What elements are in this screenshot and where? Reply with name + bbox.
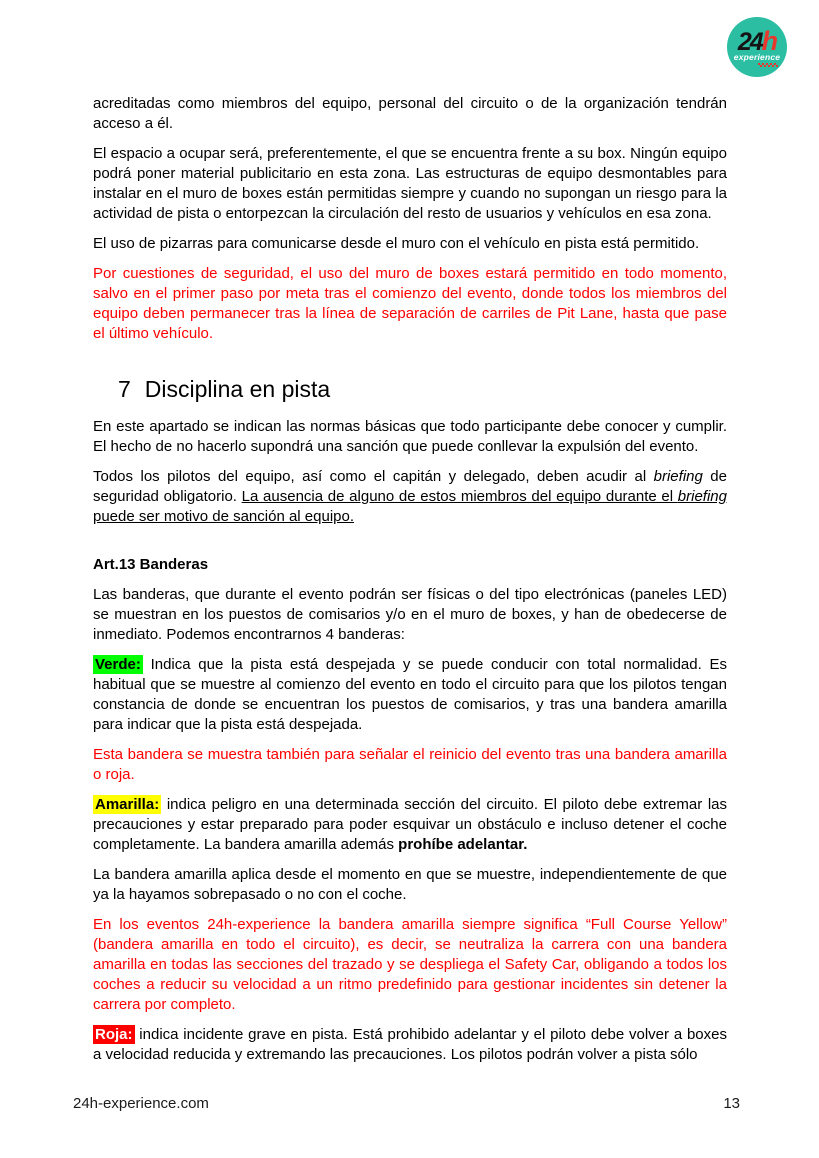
paragraph-text: Todos los pilotos del equipo, así como el capitán y delegado, deben acudir al (93, 468, 654, 485)
paragraph-continuation: acreditadas como miembros del equipo, personal del circuito o de la organización tendrán acceso a él. (93, 95, 727, 132)
warning-paragraph-reinicio: Esta bandera se muestra también para señalar el reinicio del evento tras una bandera amarilla o roja. (93, 746, 727, 783)
paragraph-banderas-intro: Las banderas, que durante el evento podrán ser físicas o del tipo electrónicas (paneles LED) se muestran en los puestos de comisarios y/o en el muro de boxes, y han de obedecerse de inmediato. Podemos encontrarnos 4 banderas: (93, 586, 727, 643)
warning-paragraph-muro-boxes: Por cuestiones de seguridad, el uso del muro de boxes estará permitido en todo momento, salvo en el primer paso por meta tras el comienzo del evento, donde todos los miembros del equipo deben permanecer tras la línea de separación de carriles de Pit Lane, hasta que pase el último vehículo. (93, 265, 727, 342)
logo-24h-experience (727, 17, 787, 77)
section-number: 7 (118, 376, 131, 402)
footer-site-url: 24h-experience.com (73, 1095, 209, 1112)
paragraph-pit-wall-space: El espacio a ocupar será, preferentemente, el que se encuentra frente a su box. Ningún equipo podrá poner material publicitario en esta zona. Las estructuras de equipo desmontables para instalar en el muro de boxes están permitidas siempre y cuando no supongan un riesgo para la actividad de pista o entorpezcan la circulación del resto de usuarios y vehículos en esa zona. (93, 145, 727, 222)
logo-subtitle: experience (733, 52, 781, 62)
article-heading-banderas: Art.13 Banderas (93, 556, 209, 573)
logo-letter-h: h (761, 26, 777, 56)
underlined-text: La ausencia de alguno de estos miembros del equipo durante el (241, 488, 678, 505)
paragraph-amarilla-aplica: La bandera amarilla aplica desde el momento en que se muestre, independientemente de que ya la hayamos sobrepasado o no con el coche. (93, 866, 727, 903)
footer-page-number: 13 (723, 1095, 740, 1112)
underlined-text: puede ser motivo de sanción al equipo. (93, 508, 355, 525)
paragraph-text: indica peligro en una determinada sección del circuito. El piloto debe extremar las precauciones y estar preparado para poder esquivar un obstáculo e incluso detener el coche completamente. La bandera amarilla además (93, 796, 727, 853)
paragraph-text: de seguridad obligatorio. (93, 468, 727, 505)
logo-number: 24 (737, 28, 762, 56)
warning-paragraph-full-course-yellow: En los eventos 24h-experience la bandera amarilla siempre significa “Full Course Yellow” (bandera amarilla en todo el circuito), es decir, se neutraliza la carrera con una bandera amarilla en todas las secciones del trazado y se despliega el Safety Car, obligando a todos los coches a reducir su velocidad a un ritmo predefinido para gestionar incidentes sin detener la carrera por completo. (93, 916, 727, 1013)
paragraph-text: Indica que la pista está despejada y se puede conducir con total normalidad. Es habitual que se muestre al comienzo del evento en todo el circuito para que los pilotos tengan constancia de donde se encuentran los puestos de comisarios, y tras una bandera amarilla para indicar que la pista está despejada. (93, 656, 727, 733)
paragraph-normas-basicas: En este apartado se indican las normas básicas que todo participante debe conocer y cumplir. El hecho de no hacerlo supondrá una sanción que puede conllevar la expulsión del evento. (93, 418, 727, 455)
paragraph-pizarras: El uso de pizarras para comunicarse desde el muro con el vehículo en pista está permitido. (93, 235, 700, 252)
page-footer (73, 1095, 740, 1112)
paragraph-text: indica incidente grave en pista. Está prohibido adelantar y el piloto debe volver a boxes a velocidad reducida y extremando las precauciones. Los pilotos podrán volver a pista sólo (93, 1026, 727, 1063)
paragraph-briefing (93, 467, 727, 527)
flag-paragraph-amarilla (93, 795, 727, 855)
italic-term-briefing: briefing (653, 468, 703, 485)
green-flag-label: Verde: (95, 656, 141, 673)
yellow-flag-label: Amarilla: (95, 796, 160, 813)
bold-phrase-prohibe-adelantar: prohíbe adelantar. (398, 836, 528, 853)
logo-wordmark (737, 26, 777, 56)
checkered-flag-icon (758, 63, 778, 67)
red-flag-label: Roja: (95, 1026, 133, 1043)
flag-paragraph-verde (93, 655, 727, 735)
document-content (93, 94, 727, 1075)
italic-term-briefing: briefing (677, 488, 727, 505)
flag-paragraph-roja (93, 1025, 727, 1065)
section-title: Disciplina en pista (144, 376, 331, 402)
section-heading-disciplina (118, 374, 727, 404)
